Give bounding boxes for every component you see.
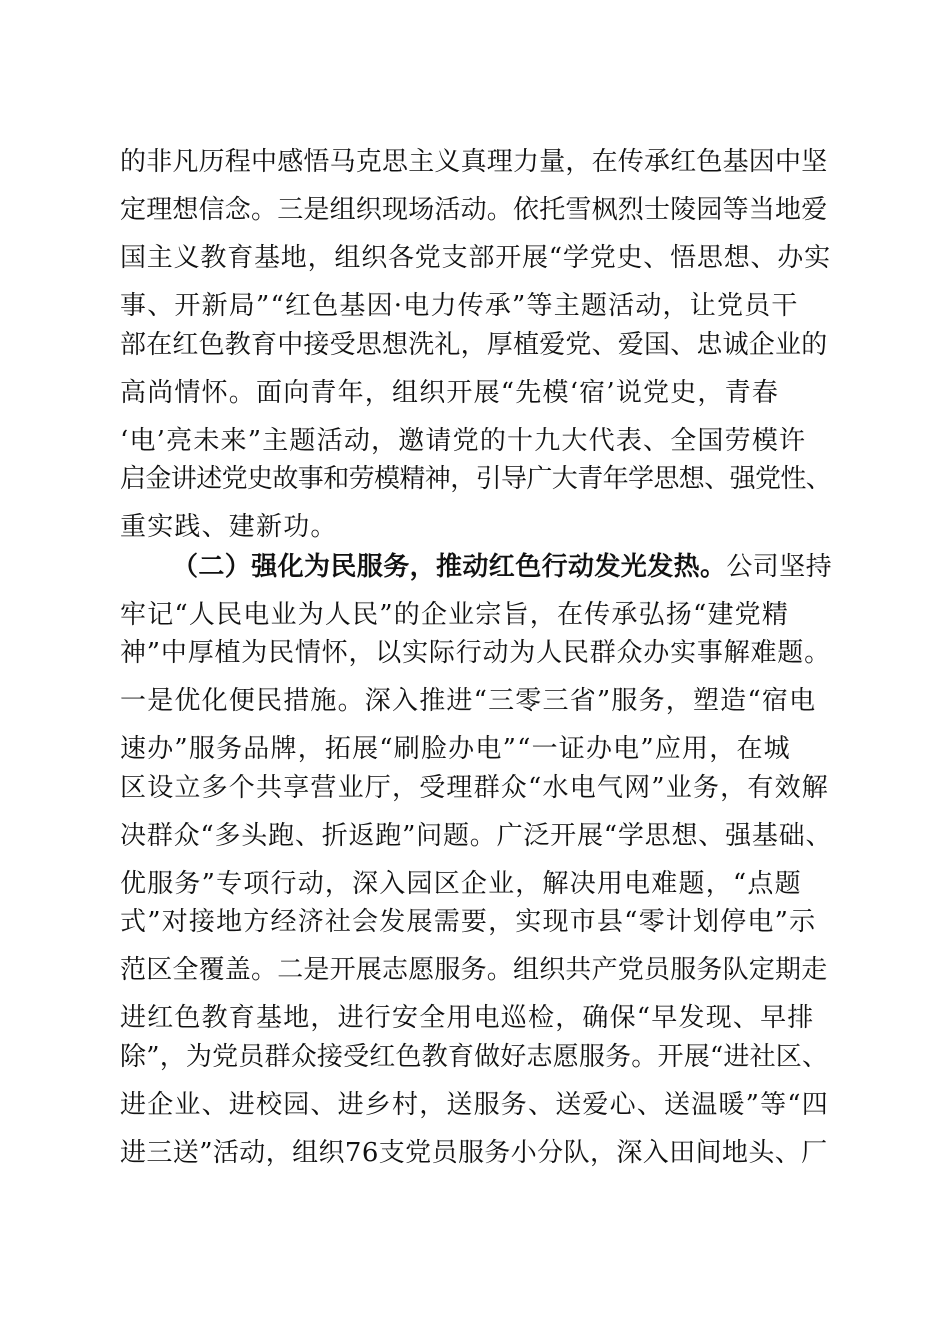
body-text-line: 除”，为党员群众接受红色教育做好志愿服务。开展“进社区、 — [120, 1042, 829, 1072]
body-text-line: 优服务”专项行动，深入园区企业，解决用电难题，“点题 — [120, 869, 802, 899]
body-text-line: 牢记“人民电业为人民”的企业宗旨，在传承弘扬“建党精 — [120, 600, 790, 630]
heading-line-rest: 公司坚持 — [726, 552, 833, 582]
body-text-line: 范区全覆盖。二是开展志愿服务。组织共产党员服务队定期走 — [120, 955, 828, 985]
body-text-line: 神”中厚植为民情怀，以实际行动为人民群众办实事解难题。 — [120, 638, 831, 668]
body-text-line: 式”对接地方经济社会发展需要，实现市县“零计划停电”示 — [120, 907, 817, 937]
body-text-line: 启金讲述党史故事和劳模精神，引导广大青年学思想、强党性、 — [120, 464, 832, 494]
body-text-line: 进三送”活动，组织76支党员服务小分队，深入田间地头、厂 — [120, 1138, 828, 1168]
body-text-line: ‘电’亮未来”主题活动，邀请党的十九大代表、全国劳模许 — [120, 426, 807, 456]
body-text-line: 进企业、进校园、进乡村，送服务、送爱心、送温暖”等“四 — [120, 1090, 829, 1120]
body-text-line: 的非凡历程中感悟马克思主义真理力量，在传承红色基因中坚 — [120, 147, 828, 177]
body-text-line: 事、开新局”“红色基因·电力传承”等主题活动，让党员干 — [120, 291, 799, 321]
section-heading-line — [172, 543, 832, 591]
body-text-line: 部在红色教育中接受思想洗礼，厚植爱党、爱国、忠诚企业的 — [120, 330, 828, 360]
body-text-line: 决群众“多头跑、折返跑”问题。广泛开展“学思想、强基础、 — [120, 821, 833, 851]
body-text-line: 速办”服务品牌，拓展“刷脸办电”“一证办电”应用，在城 — [120, 734, 791, 764]
body-text-line: 进红色教育基地，进行安全用电巡检，确保“早发现、早排 — [120, 1003, 815, 1033]
section-heading: （二）强化为民服务，推动红色行动发光发热。 — [172, 552, 727, 582]
body-text-line: 重实践、建新功。 — [120, 512, 338, 542]
body-text-line: 区设立多个共享营业厅，受理群众“水电气网”业务，有效解 — [120, 773, 829, 803]
body-text-line: 定理想信念。三是组织现场活动。依托雪枫烈士陵园等当地爱 — [120, 195, 828, 225]
body-text-line: 一是优化便民措施。深入推进“三零三省”服务，塑造“宿电 — [120, 686, 817, 716]
body-text-line: 高尚情怀。面向青年，组织开展“先模‘宿’说党史，青春 — [120, 378, 780, 408]
body-text-line: 国主义教育基地，组织各党支部开展“学党史、悟思想、办实 — [120, 243, 831, 273]
